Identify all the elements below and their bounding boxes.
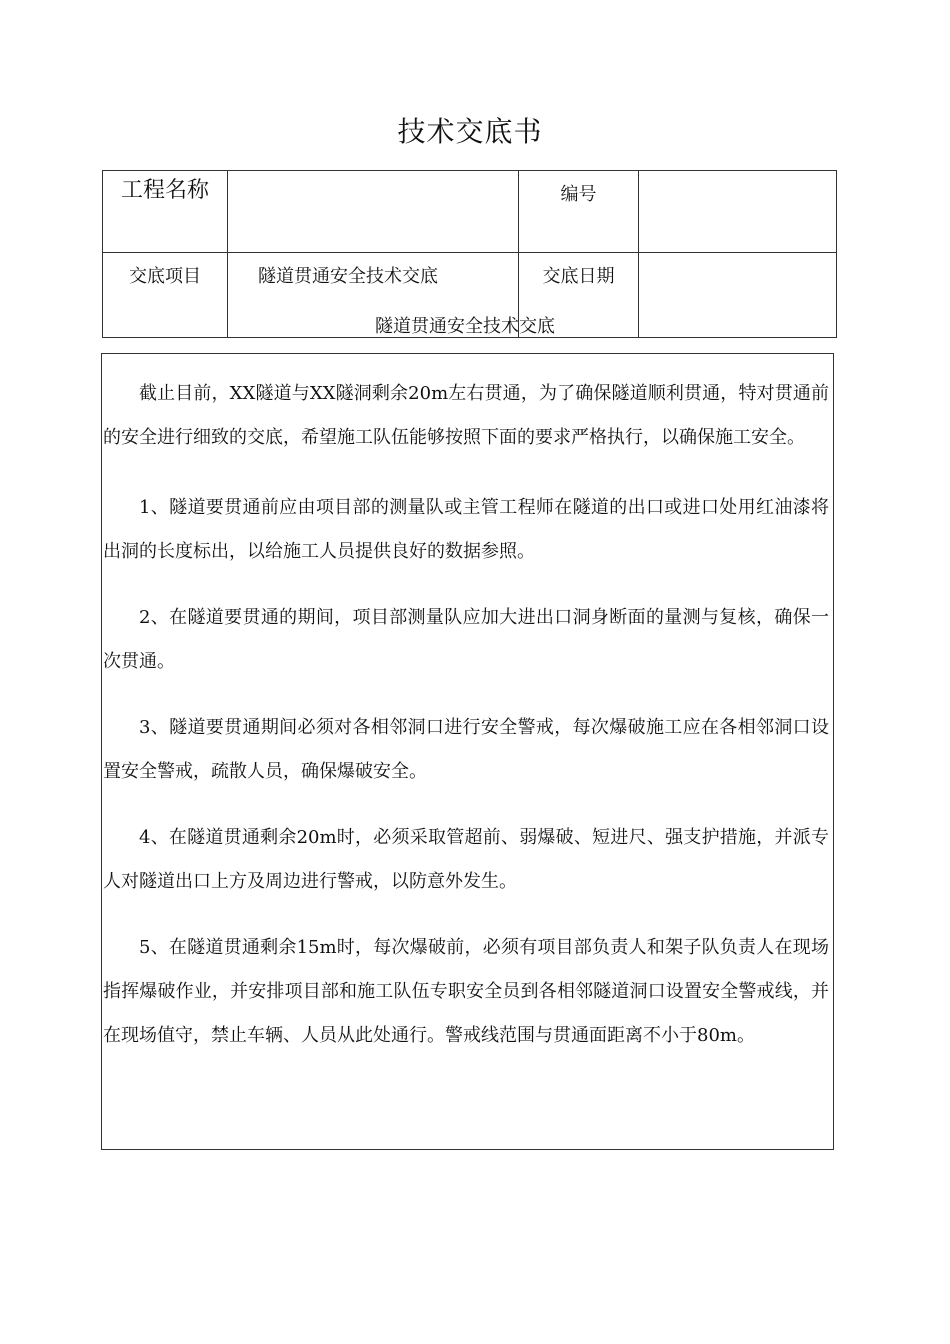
project-name-value: [228, 171, 519, 253]
intro-paragraph: 截止目前，XX隧道与XX隧洞剩余20m左右贯通，为了确保隧道顺利贯通，特对贯通前的安全进行细致的交底，希望施工队伍能够按照下面的要求严格执行，以确保施工安全。: [103, 383, 829, 448]
date-label: 交底日期: [519, 253, 639, 338]
header-info-table: [102, 170, 837, 338]
item-label: 交底项目: [103, 253, 228, 338]
project-name-label: 工程名称: [103, 171, 228, 253]
item-paragraph-3: 3、隧道要贯通期间必须对各相邻洞口进行安全警戒，每次爆破施工应在各相邻洞口设置安全警戒，疏散人员，确保爆破安全。: [103, 717, 829, 782]
item-value: 隧道贯通安全技术交底: [228, 253, 519, 338]
document-title: 技术交底书: [397, 115, 543, 148]
number-label: 编号: [519, 171, 639, 253]
item-paragraph-2: 2、在隧道要贯通的期间，项目部测量队应加大进出口洞身断面的量测与复核，确保一次贯通。: [103, 607, 829, 672]
header-row-project: [103, 171, 837, 253]
briefing-content-box: [101, 353, 834, 1150]
section-title: 隧道贯通安全技术交底: [375, 316, 555, 337]
item-paragraph-4: 4、在隧道贯通剩余20m时，必须采取管超前、弱爆破、短进尺、强支护措施，并派专人对隧道出口上方及周边进行警戒，以防意外发生。: [103, 827, 829, 892]
item-paragraph-5: 5、在隧道贯通剩余15m时，每次爆破前，必须有项目部负责人和架子队负责人在现场指挥爆破作业，并安排项目部和施工队伍专职安全员到各相邻隧道洞口设置安全警戒线，并在现场值守，禁止车辆、人员从此处通行。警戒线范围与贯通面距离不小于80m。: [103, 937, 829, 1046]
number-value: [639, 171, 837, 253]
item-paragraph-1: 1、隧道要贯通前应由项目部的测量队或主管工程师在隧道的出口或进口处用红油漆将出洞的长度标出，以给施工人员提供良好的数据参照。: [103, 497, 829, 562]
